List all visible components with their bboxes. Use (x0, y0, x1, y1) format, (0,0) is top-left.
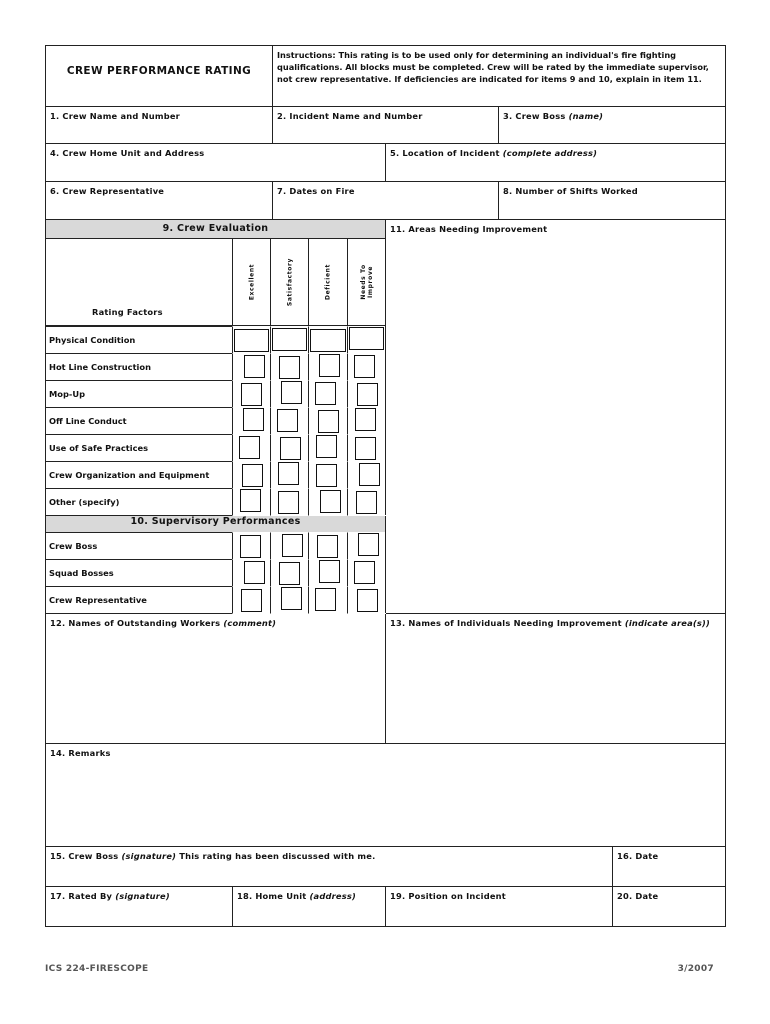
rating-factor-row (45, 407, 233, 435)
rating-factor-row (45, 326, 233, 354)
crew-home-unit-field[interactable] (45, 143, 386, 182)
eval-checkbox-excellent[interactable] (234, 329, 269, 352)
rated-by-field[interactable] (45, 886, 233, 927)
rating-factor-row (45, 488, 233, 516)
rating-factor-label: Crew Organization and Equipment (49, 470, 210, 480)
crew-boss-signature-label: 15. Crew Boss (signature) This rating has been discussed with me. (50, 851, 376, 861)
sup-checkbox-needs-to-improve[interactable] (357, 589, 378, 612)
eval-checkbox-satisfactory[interactable] (280, 437, 301, 460)
rating-factor-row (45, 353, 233, 381)
areas-needing-improvement-field[interactable] (385, 219, 726, 614)
home-unit-field[interactable] (232, 886, 386, 927)
rating-factor-label: Off Line Conduct (49, 416, 127, 426)
sup-checkbox-satisfactory[interactable] (279, 562, 300, 585)
form-id: ICS 224-FIRESCOPE (45, 964, 149, 974)
shifts-worked-label: 8. Number of Shifts Worked (503, 186, 638, 196)
dates-on-fire-label: 7. Dates on Fire (277, 186, 355, 196)
crew-boss-signature-field[interactable] (45, 846, 613, 887)
date-20-field[interactable] (612, 886, 726, 927)
col-excellent: Excellent (232, 238, 271, 326)
remarks-label: 14. Remarks (50, 748, 111, 758)
rating-factor-label: Crew Representative (49, 595, 147, 605)
col-deficient: Deficient (308, 238, 348, 326)
eval-checkbox-needs-to-improve[interactable] (354, 355, 375, 378)
title-block (45, 45, 273, 107)
rating-factor-row (45, 461, 233, 489)
eval-checkbox-satisfactory[interactable] (277, 409, 298, 432)
position-on-incident-label: 19. Position on Incident (390, 891, 506, 901)
rating-factor-label: Squad Bosses (49, 568, 114, 578)
position-on-incident-field[interactable] (385, 886, 613, 927)
crew-name-field[interactable] (45, 106, 273, 144)
areas-needing-improvement-label: 11. Areas Needing Improvement (390, 224, 548, 234)
eval-checkbox-excellent[interactable] (240, 489, 261, 512)
supervisory-performances-heading: 10. Supervisory Performances (45, 512, 386, 533)
sup-checkbox-deficient[interactable] (315, 588, 336, 611)
eval-checkbox-excellent[interactable] (239, 436, 260, 459)
rating-grid-edge (385, 532, 386, 613)
sup-checkbox-deficient[interactable] (319, 560, 340, 583)
date-16-field[interactable] (612, 846, 726, 887)
remarks-field[interactable] (45, 743, 726, 847)
sup-checkbox-deficient[interactable] (317, 535, 338, 558)
incident-location-label: 5. Location of Incident (complete address) (390, 148, 598, 158)
date-16-label: 16. Date (617, 851, 659, 861)
rating-factor-row (45, 434, 233, 462)
rating-factor-row (45, 380, 233, 408)
eval-checkbox-satisfactory[interactable] (281, 381, 302, 404)
eval-checkbox-deficient[interactable] (318, 410, 339, 433)
eval-checkbox-satisfactory[interactable] (272, 328, 307, 351)
individuals-needing-improvement-field[interactable] (385, 613, 726, 744)
eval-checkbox-excellent[interactable] (243, 408, 264, 431)
rating-factor-label: Physical Condition (49, 335, 136, 345)
rating-factor-row (45, 532, 233, 560)
eval-checkbox-excellent[interactable] (242, 464, 263, 487)
eval-checkbox-deficient[interactable] (315, 382, 336, 405)
outstanding-workers-label: 12. Names of Outstanding Workers (comment) (50, 618, 277, 628)
rating-factor-row (45, 559, 233, 587)
eval-checkbox-deficient[interactable] (319, 354, 340, 377)
eval-checkbox-needs-to-improve[interactable] (356, 491, 377, 514)
eval-checkbox-satisfactory[interactable] (279, 356, 300, 379)
eval-checkbox-deficient[interactable] (320, 490, 341, 513)
rating-factors-label: Rating Factors (92, 307, 163, 317)
eval-checkbox-needs-to-improve[interactable] (359, 463, 380, 486)
crew-home-unit-label: 4. Crew Home Unit and Address (50, 148, 205, 158)
rating-factor-label: Mop-Up (49, 389, 86, 399)
sup-checkbox-excellent[interactable] (244, 561, 265, 584)
crew-evaluation-heading: 9. Crew Evaluation (45, 219, 386, 239)
crew-representative-field[interactable] (45, 181, 273, 220)
eval-checkbox-needs-to-improve[interactable] (349, 327, 384, 350)
crew-boss-name-field[interactable] (498, 106, 726, 144)
sup-checkbox-satisfactory[interactable] (282, 534, 303, 557)
rating-factor-row (45, 586, 233, 614)
eval-checkbox-excellent[interactable] (244, 355, 265, 378)
shifts-worked-field[interactable] (498, 181, 726, 220)
crew-boss-name-label: 3. Crew Boss (name) (503, 111, 604, 121)
sup-checkbox-excellent[interactable] (241, 589, 262, 612)
dates-on-fire-field[interactable] (272, 181, 499, 220)
rating-factor-label: Use of Safe Practices (49, 443, 149, 453)
sup-checkbox-needs-to-improve[interactable] (354, 561, 375, 584)
crew-representative-label: 6. Crew Representative (50, 186, 165, 196)
incident-name-label: 2. Incident Name and Number (277, 111, 423, 121)
incident-location-field[interactable] (385, 143, 726, 182)
col-satisfactory: Satisfactory (270, 238, 309, 326)
individuals-needing-improvement-label: 13. Names of Individuals Needing Improvement (indicate area(s)) (390, 618, 710, 628)
instructions-text: Instructions: This rating is to be used only for determining an individual's fire fighting qualifications. All blocks must be completed. Crew will be rated by the immediate supervisor, not crew representative. If deficiencies are indicated for items 9 and 10, explain in item 11. (277, 50, 709, 84)
instructions-block (272, 45, 726, 107)
incident-name-field[interactable] (272, 106, 499, 144)
date-20-label: 20. Date (617, 891, 659, 901)
eval-checkbox-deficient[interactable] (316, 435, 337, 458)
eval-checkbox-satisfactory[interactable] (278, 462, 299, 485)
crew-performance-rating-form (45, 45, 726, 927)
rating-grid-edge (385, 326, 386, 515)
rated-by-label: 17. Rated By (signature) (50, 891, 170, 901)
rating-factor-label: Hot Line Construction (49, 362, 151, 372)
sup-checkbox-satisfactory[interactable] (281, 587, 302, 610)
eval-checkbox-deficient[interactable] (310, 329, 346, 352)
eval-checkbox-needs-to-improve[interactable] (355, 408, 376, 431)
rating-factor-label: Other (specify) (49, 497, 120, 507)
eval-checkbox-satisfactory[interactable] (278, 491, 299, 514)
sup-checkbox-excellent[interactable] (240, 535, 261, 558)
form-title: CREW PERFORMANCE RATING (66, 65, 252, 77)
col-needs-to-improve: Needs To Improve (347, 238, 386, 326)
eval-checkbox-needs-to-improve[interactable] (357, 383, 378, 406)
outstanding-workers-field[interactable] (45, 613, 386, 744)
form-revision: 3/2007 (677, 964, 714, 974)
rating-factors-header (45, 238, 233, 326)
home-unit-label: 18. Home Unit (address) (237, 891, 357, 901)
eval-checkbox-deficient[interactable] (316, 464, 337, 487)
eval-checkbox-excellent[interactable] (241, 383, 262, 406)
eval-checkbox-needs-to-improve[interactable] (355, 437, 376, 460)
rating-factor-label: Crew Boss (49, 541, 98, 551)
sup-checkbox-needs-to-improve[interactable] (358, 533, 379, 556)
crew-name-label: 1. Crew Name and Number (50, 111, 180, 121)
